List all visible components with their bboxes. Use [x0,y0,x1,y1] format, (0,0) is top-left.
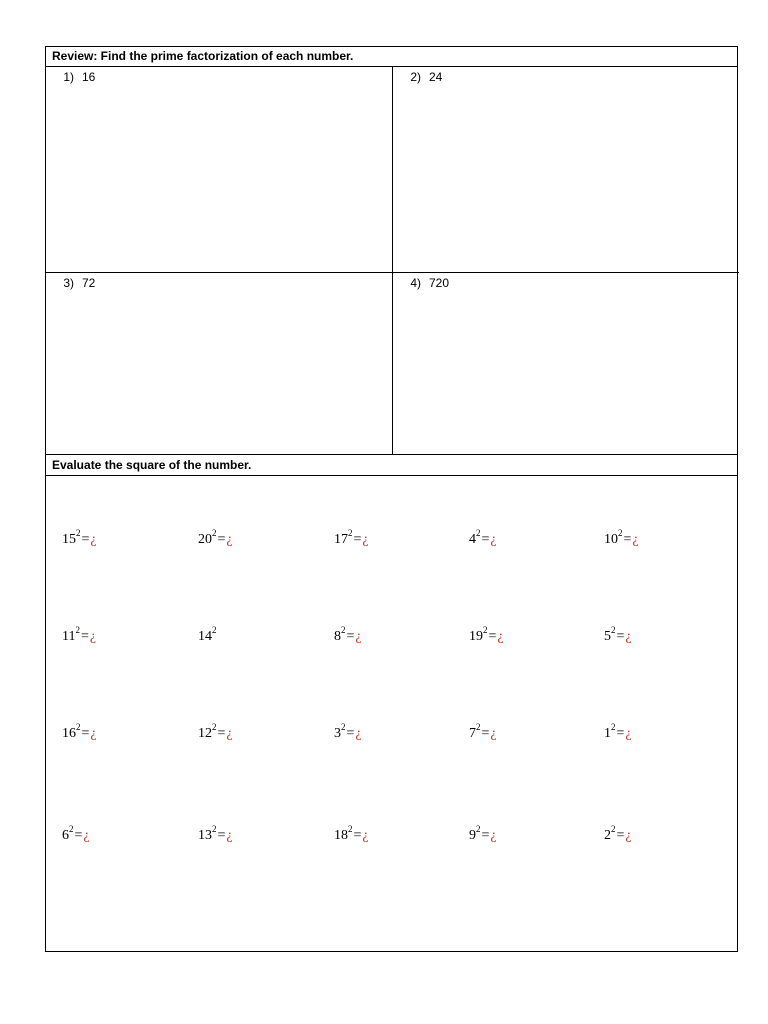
answer-placeholder[interactable]: ¿ [226,532,233,547]
section-title-prime-factorization: Review: Find the prime factorization of each number. [46,47,737,67]
answer-placeholder[interactable]: ¿ [362,532,369,547]
equals-sign: = [74,828,83,843]
squares-row [46,530,737,554]
answer-placeholder[interactable]: ¿ [362,828,369,843]
square-exponent: 2 [611,722,616,733]
problem-2 [399,69,442,85]
square-expression [334,826,369,846]
square-exponent: 2 [611,625,616,636]
problem-4 [399,275,449,291]
square-base: 11 [62,629,76,644]
worksheet [45,46,738,952]
equals-sign: = [346,726,355,741]
answer-placeholder[interactable]: ¿ [90,532,97,547]
equals-sign: = [481,532,490,547]
square-expression [334,530,369,550]
equals-sign: = [481,828,490,843]
square-expression [469,627,504,647]
square-base: 20 [198,532,212,547]
square-base: 3 [334,726,341,741]
answer-placeholder[interactable]: ¿ [490,532,497,547]
equals-sign: = [353,828,362,843]
answer-placeholder[interactable]: ¿ [226,828,233,843]
square-expression [334,627,362,647]
section-title-squares: Evaluate the square of the number. [46,454,737,476]
answer-placeholder[interactable]: ¿ [355,726,362,741]
problem-number: 2) [410,70,421,84]
equals-sign: = [481,726,490,741]
square-expression [62,530,97,550]
square-base: 4 [469,532,476,547]
equals-sign: = [217,532,226,547]
answer-placeholder[interactable]: ¿ [83,828,90,843]
square-exponent: 2 [483,625,488,636]
problem-value: 72 [82,276,96,290]
square-expression [198,530,233,550]
square-expression [604,826,632,846]
problem-number: 1) [63,70,74,84]
equals-sign: = [217,828,226,843]
answer-placeholder[interactable]: ¿ [355,629,362,644]
squares-grid [46,476,737,952]
square-expression [62,826,90,846]
problem-value: 24 [429,70,443,84]
square-base: 9 [469,828,476,843]
problem-cell-1 [46,67,393,273]
square-exponent: 2 [212,625,217,636]
square-exponent: 2 [476,528,481,539]
squares-row [46,627,737,651]
equals-sign: = [81,532,90,547]
answer-placeholder[interactable]: ¿ [632,532,639,547]
problem-number: 4) [410,276,421,290]
answer-placeholder[interactable]: ¿ [497,629,504,644]
square-base: 16 [62,726,76,741]
square-base: 13 [198,828,212,843]
answer-placeholder[interactable]: ¿ [490,828,497,843]
square-exponent: 2 [341,722,346,733]
problem-value: 720 [429,276,450,290]
problem-3 [52,275,95,291]
square-exponent: 2 [212,722,217,733]
equals-sign: = [623,532,632,547]
square-expression [604,627,632,647]
answer-placeholder[interactable]: ¿ [90,726,97,741]
square-expression [469,530,497,550]
answer-placeholder[interactable]: ¿ [89,629,97,644]
square-base: 10 [604,532,618,547]
square-expression [198,724,233,744]
square-expression [469,724,497,744]
square-expression [604,530,639,550]
square-base: 6 [62,828,69,843]
problem-1 [52,69,95,85]
square-expression [604,724,632,744]
answer-placeholder[interactable]: ¿ [625,629,632,644]
square-exponent: 2 [75,625,80,636]
answer-placeholder[interactable]: ¿ [226,726,233,741]
square-expression [62,627,96,647]
equals-sign: = [616,629,625,644]
square-exponent: 2 [476,722,481,733]
square-base: 18 [334,828,348,843]
equals-sign: = [616,828,625,843]
square-expression [198,627,217,647]
square-base: 17 [334,532,348,547]
problem-cell-2 [393,67,739,273]
square-exponent: 2 [348,528,353,539]
squares-row [46,724,737,748]
square-exponent: 2 [76,722,81,733]
square-base: 14 [198,629,212,644]
square-base: 19 [469,629,483,644]
square-base: 12 [198,726,212,741]
equals-sign: = [217,726,226,741]
square-expression [334,724,362,744]
square-exponent: 2 [76,528,81,539]
equals-sign: = [616,726,625,741]
square-exponent: 2 [69,824,74,835]
square-exponent: 2 [348,824,353,835]
problem-cell-3 [46,273,393,455]
square-base: 15 [62,532,76,547]
answer-placeholder[interactable]: ¿ [625,828,632,843]
square-base: 5 [604,629,611,644]
square-expression [198,826,233,846]
squares-row [46,826,737,850]
square-expression [62,724,97,744]
square-exponent: 2 [341,625,346,636]
problem-value: 16 [82,70,96,84]
square-exponent: 2 [611,824,616,835]
problem-number: 3) [63,276,74,290]
answer-placeholder[interactable]: ¿ [625,726,632,741]
equals-sign: = [346,629,355,644]
problem-cell-4 [393,273,739,455]
square-base: 1 [604,726,611,741]
square-exponent: 2 [618,528,623,539]
answer-placeholder[interactable]: ¿ [490,726,497,741]
square-base: 7 [469,726,476,741]
square-base: 2 [604,828,611,843]
square-exponent: 2 [212,824,217,835]
square-base: 8 [334,629,341,644]
square-exponent: 2 [476,824,481,835]
square-expression [469,826,497,846]
equals-sign: = [80,629,89,644]
equals-sign: = [353,532,362,547]
equals-sign: = [488,629,497,644]
square-exponent: 2 [212,528,217,539]
equals-sign: = [81,726,90,741]
